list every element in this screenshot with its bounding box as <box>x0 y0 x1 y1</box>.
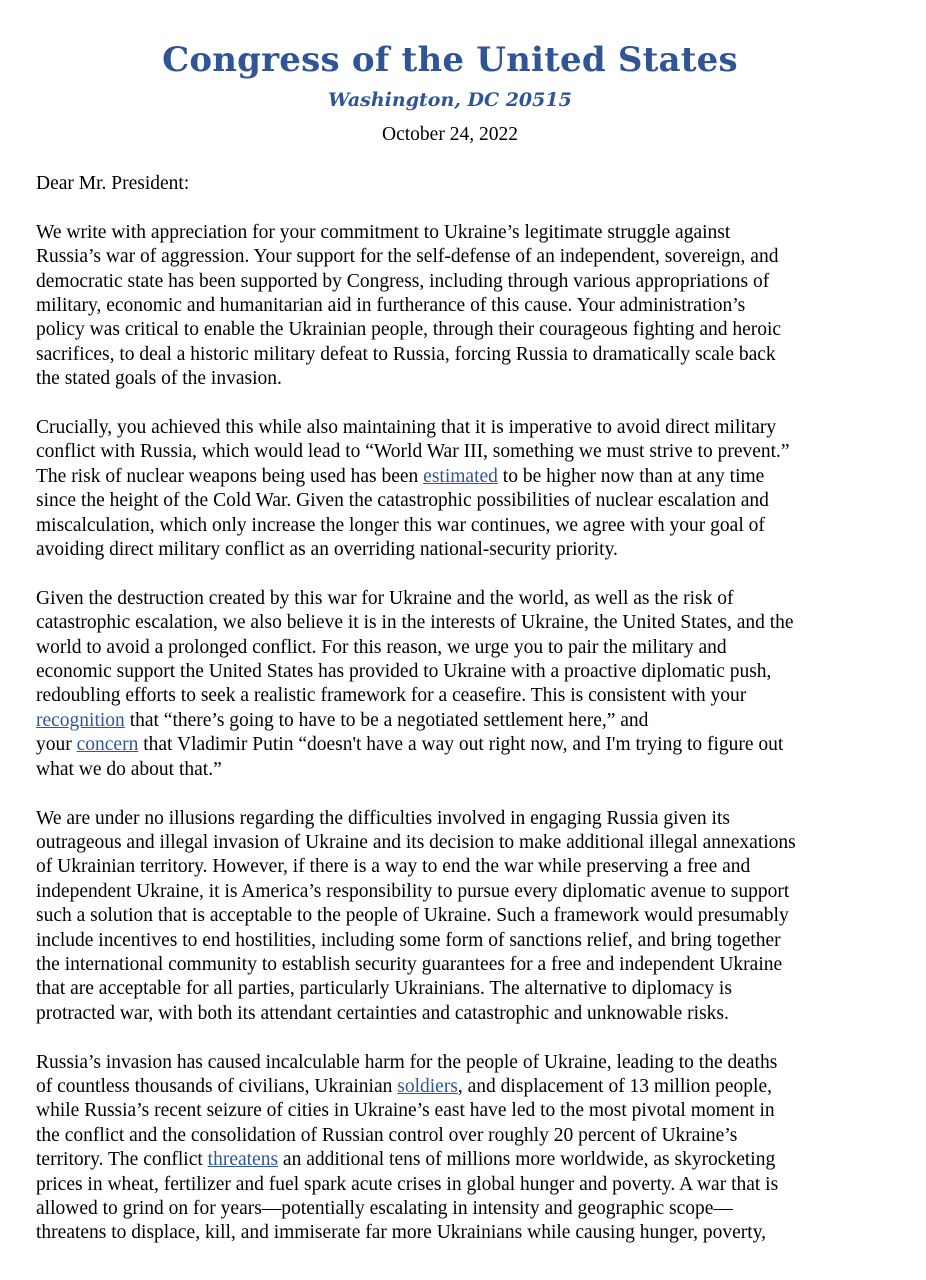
paragraph-line: Crucially, you achieved this while also maintaining that it is imperative to avoid direct military <box>36 417 777 439</box>
paragraph-line: protracted war, with both its attendant certainties and catastrophic and unknowable risks. <box>36 1002 729 1024</box>
paragraph-line: while Russia’s recent seizure of cities in Ukraine’s east have led to the most pivotal moment in <box>36 1100 775 1122</box>
letter-page <box>36 0 896 1246</box>
paragraph-line: Russia’s invasion has caused incalculable harm for the people of Ukraine, leading to the deaths <box>36 1051 778 1073</box>
paragraph-line: democratic state has been supported by Congress, including through various appropriations of <box>36 270 770 292</box>
paragraph-3 <box>36 587 896 782</box>
letterhead-title: Congress of the United States <box>162 40 738 80</box>
paragraph-line: independent Ukraine, it is America’s responsibility to pursue every diplomatic avenue to support <box>36 880 790 902</box>
letterhead <box>36 38 864 147</box>
paragraph-line: threatens to displace, kill, and immiserate far more Ukrainians while causing hunger, poverty, <box>36 1222 767 1244</box>
paragraph-line <box>36 709 896 733</box>
paragraph-line: what we do about that.” <box>36 758 222 780</box>
text-span: of countless thousands of civilians, Ukrainian <box>36 1075 398 1097</box>
paragraph-line: prices in wheat, fertilizer and fuel spark acute crises in global hunger and poverty. A war that is <box>36 1173 779 1195</box>
paragraph-line: since the height of the Cold War. Given the catastrophic possibilities of nuclear escalation and <box>36 490 769 512</box>
text-span: that “there’s going to have to be a negotiated settlement here,” and <box>124 709 649 731</box>
threatens-link[interactable]: threatens <box>207 1149 279 1171</box>
paragraph-5 <box>36 1051 896 1246</box>
text-span: to be higher now than at any time <box>497 465 765 487</box>
paragraph-line: catastrophic escalation, we also believe it is in the interests of Ukraine, the United States, and the <box>36 612 794 634</box>
paragraph-line <box>36 1075 896 1099</box>
recognition-link[interactable]: recognition <box>36 709 125 731</box>
paragraph-4 <box>36 807 896 1027</box>
paragraph-line <box>36 1148 896 1172</box>
paragraph-line: conflict with Russia, which would lead to “World War III, something we must strive to prevent.” <box>36 441 790 463</box>
paragraph-line: such a solution that is acceptable to the people of Ukraine. Such a framework would presumably <box>36 905 789 927</box>
paragraph-line <box>36 733 896 757</box>
paragraph-line: We write with appreciation for your commitment to Ukraine’s legitimate struggle against <box>36 221 731 243</box>
paragraph-2 <box>36 416 896 562</box>
paragraph-line: Russia’s war of aggression. Your support for the self-defense of an independent, sovereign, and <box>36 246 779 268</box>
paragraph-line: military, economic and humanitarian aid in furtherance of this cause. Your administration’s <box>36 295 746 317</box>
paragraph-line: sacrifices, to deal a historic military defeat to Russia, forcing Russia to dramatically scale back <box>36 343 776 365</box>
paragraph-line: include incentives to end hostilities, including some form of sanctions relief, and bring together <box>36 929 781 951</box>
paragraph-line: that are acceptable for all parties, particularly Ukrainians. The alternative to diplomacy is <box>36 978 732 1000</box>
paragraph-line: miscalculation, which only increase the longer this war continues, we agree with your goal of <box>36 514 765 536</box>
paragraph-line: the conflict and the consolidation of Russian control over roughly 20 percent of Ukraine’s <box>36 1124 738 1146</box>
text-span: territory. The conflict <box>36 1149 208 1171</box>
letterhead-city: Washington, DC 20515 <box>328 89 572 111</box>
letter-date: October 24, 2022 <box>382 124 518 145</box>
paragraph-line: Given the destruction created by this war for Ukraine and the world, as well as the risk of <box>36 587 734 609</box>
paragraph-line: redoubling efforts to seek a realistic framework for a ceasefire. This is consistent with your <box>36 685 747 707</box>
salutation: Dear Mr. President: <box>36 173 190 194</box>
text-span: that Vladimir Putin “doesn't have a way out right now, and I'm trying to figure out <box>138 734 784 756</box>
paragraph-line: the stated goals of the invasion. <box>36 368 282 390</box>
paragraph-line <box>36 465 896 489</box>
text-span: The risk of nuclear weapons being used has been <box>36 465 424 487</box>
soldiers-link[interactable]: soldiers <box>397 1075 458 1097</box>
paragraph-line: economic support the United States has provided to Ukraine with a proactive diplomatic push, <box>36 661 772 683</box>
text-span: an additional tens of millions more worldwide, as skyrocketing <box>278 1149 776 1171</box>
text-span: your <box>36 734 77 756</box>
paragraph-line: of Ukrainian territory. However, if there is a way to end the war while preserving a free and <box>36 856 751 878</box>
paragraph-line: We are under no illusions regarding the difficulties involved in engaging Russia given its <box>36 807 730 829</box>
paragraph-1 <box>36 221 896 392</box>
paragraph-line: allowed to grind on for years—potentially escalating in intensity and geographic scope— <box>36 1197 733 1219</box>
estimated-link[interactable]: estimated <box>423 465 498 487</box>
paragraph-line: avoiding direct military conflict as an overriding national-security priority. <box>36 539 618 561</box>
paragraph-line: world to avoid a prolonged conflict. For this reason, we urge you to pair the military and <box>36 636 727 658</box>
paragraph-line: the international community to establish security guarantees for a free and independent Ukraine <box>36 953 783 975</box>
paragraph-line: policy was critical to enable the Ukrainian people, through their courageous fighting and heroic <box>36 319 782 341</box>
concern-link[interactable]: concern <box>76 734 139 756</box>
text-span: , and displacement of 13 million people, <box>457 1075 773 1097</box>
paragraph-line: outrageous and illegal invasion of Ukraine and its decision to make additional illegal annexations <box>36 831 796 853</box>
